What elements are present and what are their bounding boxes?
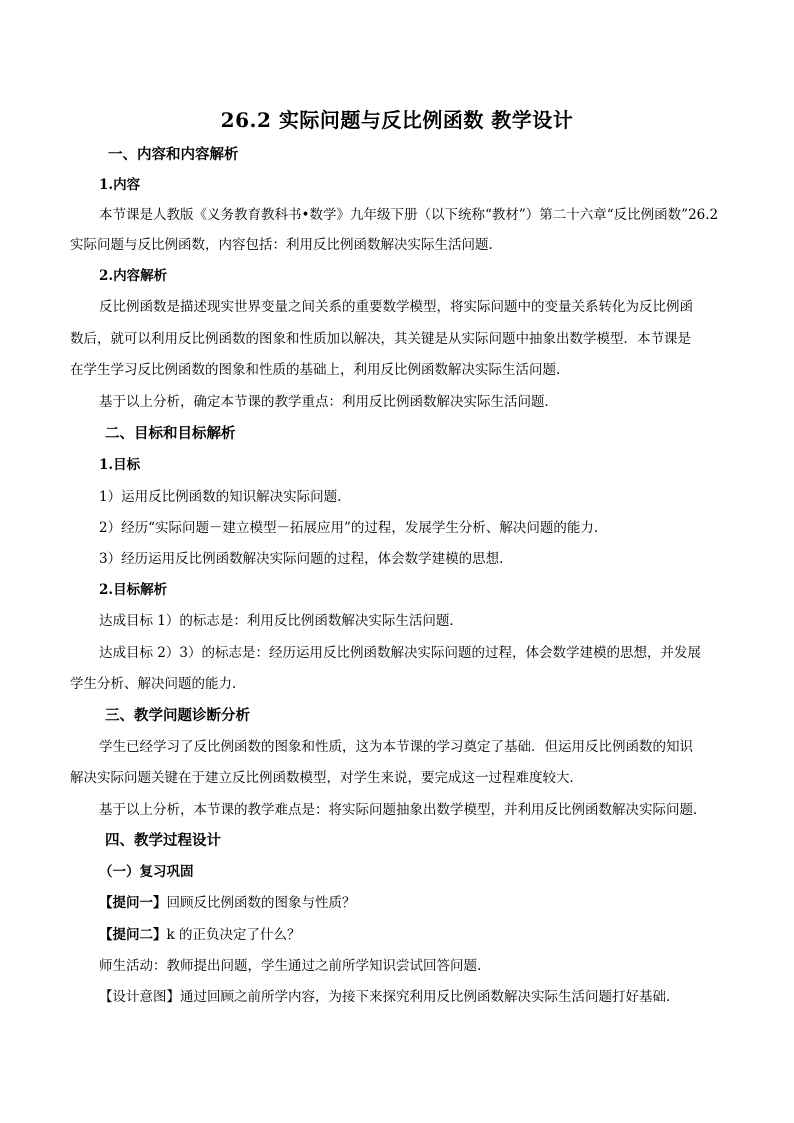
paragraph-line: 解决实际问题关键在于建立反比例函数模型，对学生来说，要完成这一过程难度较大．	[70, 770, 583, 786]
goal-item: 1）运用反比例函数的知识解决实际问题.	[99, 489, 342, 505]
paragraph-line: 学生已经学习了反比例函数的图象和性质，这为本节课的学习奠定了基础．但运用反比例函数的知识	[99, 739, 693, 755]
document-title: 26.2 实际问题与反比例函数 教学设计	[220, 108, 574, 132]
paragraph-line: 反比例函数是描述现实世界变量之间关系的重要数学模型，将实际问题中的变量关系转化为反比例函	[99, 299, 693, 315]
question-2	[99, 926, 300, 944]
subheading-goal-analysis: 2.目标解析	[99, 582, 168, 598]
question-1-text: 回顾反比例函数的图象与性质？	[166, 895, 356, 911]
subheading-content-analysis: 2.内容解析	[99, 268, 168, 284]
design-intent-tag: 【设计意图】	[99, 989, 180, 1005]
paragraph-line: 达成目标 1）的标志是：利用反比例函数解决实际生活问题．	[99, 613, 463, 629]
question-1-tag: 【提问一】	[99, 895, 167, 911]
paragraph-line: 基于以上分析，确定本节课的教学重点：利用反比例函数解决实际生活问题．	[99, 394, 558, 410]
teacher-student-activity: 师生活动：教师提出问题，学生通过之前所学知识尝试回答问题.	[99, 958, 482, 974]
question-2-text: k 的正负决定了什么？	[166, 927, 301, 943]
question-1	[99, 894, 356, 912]
subheading-review: （一）复习巩固	[99, 864, 194, 880]
paragraph-line: 基于以上分析，本节课的教学难点是：将实际问题抽象出数学模型，并利用反比例函数解决实际问题．	[99, 802, 707, 818]
subheading-goals: 1.目标	[99, 457, 141, 473]
goal-item: 2）经历“实际问题－建立模型－拓展应用”的过程，发展学生分析、解决问题的能力.	[99, 520, 599, 536]
paragraph-line: 达成目标 2）3）的标志是：经历运用反比例函数解决实际问题的过程，体会数学建模的思想，并发展	[99, 645, 701, 661]
section-heading-4: 四、教学过程设计	[105, 832, 221, 849]
design-intent	[99, 988, 680, 1006]
paragraph-line: 在学生学习反比例函数的图象和性质的基础上，利用反比例函数解决实际生活问题.	[70, 362, 561, 378]
section-heading-3: 三、教学问题诊断分析	[105, 707, 250, 724]
subheading-content: 1.内容	[99, 177, 141, 193]
section-heading-2: 二、目标和目标解析	[105, 425, 236, 442]
section-heading-1: 一、内容和内容解析	[108, 146, 239, 163]
goal-item: 3）经历运用反比例函数解决实际问题的过程，体会数学建模的思想.	[99, 551, 504, 567]
question-2-tag: 【提问二】	[99, 927, 167, 943]
paragraph-line: 学生分析、解决问题的能力.	[70, 676, 237, 692]
paragraph-line: 数后，就可以利用反比例函数的图象和性质加以解决，其关键是从实际问题中抽象出数学模型．本节课是	[70, 331, 691, 347]
paragraph-line: 本节课是人教版《义务教育教科书•数学》九年级下册（以下统称“教材”）第二十六章“反比例函数”26.2	[99, 207, 719, 223]
paragraph-line: 实际问题与反比例函数，内容包括：利用反比例函数解决实际生活问题.	[70, 237, 493, 253]
design-intent-text: 通过回顾之前所学内容，为接下来探究利用反比例函数解决实际生活问题打好基础．	[180, 989, 680, 1005]
